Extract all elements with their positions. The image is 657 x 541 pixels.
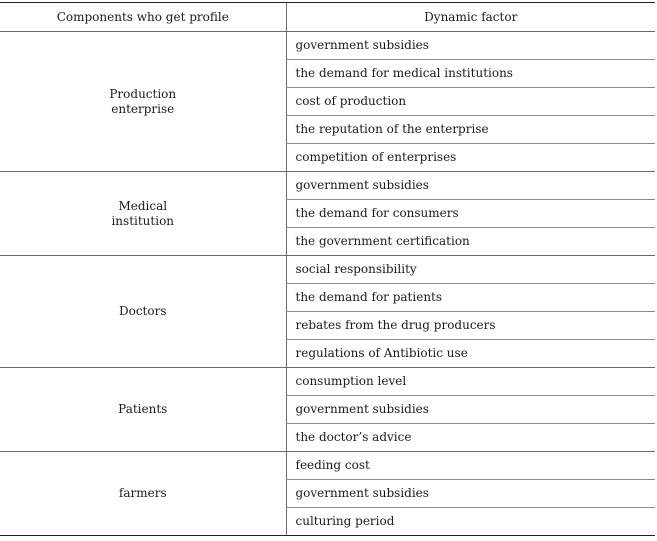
component-cell: [0, 368, 286, 452]
component-cell: [0, 452, 286, 536]
component-cell: [0, 32, 286, 172]
component-label-line: enterprise: [111, 101, 175, 116]
component-cell: [0, 256, 286, 368]
header-dynamic-factor: Dynamic factor: [286, 3, 655, 32]
factor-cell: the demand for consumers: [286, 200, 655, 228]
table-row: [0, 32, 655, 60]
factor-cell: the demand for medical institutions: [286, 60, 655, 88]
table-row: [0, 368, 655, 396]
table-row: [0, 452, 655, 480]
profile-factor-table: [0, 2, 655, 536]
factor-cell: social responsibility: [286, 256, 655, 284]
component-cell: [0, 172, 286, 256]
factor-cell: regulations of Antibiotic use: [286, 340, 655, 368]
component-label-line: Patients: [118, 402, 168, 416]
component-label-line: Production: [109, 86, 177, 101]
factor-cell: the reputation of the enterprise: [286, 116, 655, 144]
factor-cell: government subsidies: [286, 172, 655, 200]
factor-cell: government subsidies: [286, 480, 655, 508]
component-label-line: Medical: [118, 198, 168, 213]
table-row: [0, 256, 655, 284]
factor-cell: consumption level: [286, 368, 655, 396]
component-label-line: Doctors: [118, 304, 167, 318]
component-label-line: farmers: [118, 486, 167, 500]
factor-cell: the demand for patients: [286, 284, 655, 312]
factor-cell: feeding cost: [286, 452, 655, 480]
factor-cell: competition of enterprises: [286, 144, 655, 172]
factor-cell: cost of production: [286, 88, 655, 116]
table-row: [0, 172, 655, 200]
factor-cell: government subsidies: [286, 32, 655, 60]
factor-cell: the doctor’s advice: [286, 424, 655, 452]
factor-cell: the government certification: [286, 228, 655, 256]
factor-cell: government subsidies: [286, 396, 655, 424]
factor-cell: culturing period: [286, 508, 655, 536]
component-label-line: institution: [111, 213, 175, 228]
factor-cell: rebates from the drug producers: [286, 312, 655, 340]
header-row: [0, 3, 655, 32]
header-components: Components who get profile: [0, 3, 286, 32]
